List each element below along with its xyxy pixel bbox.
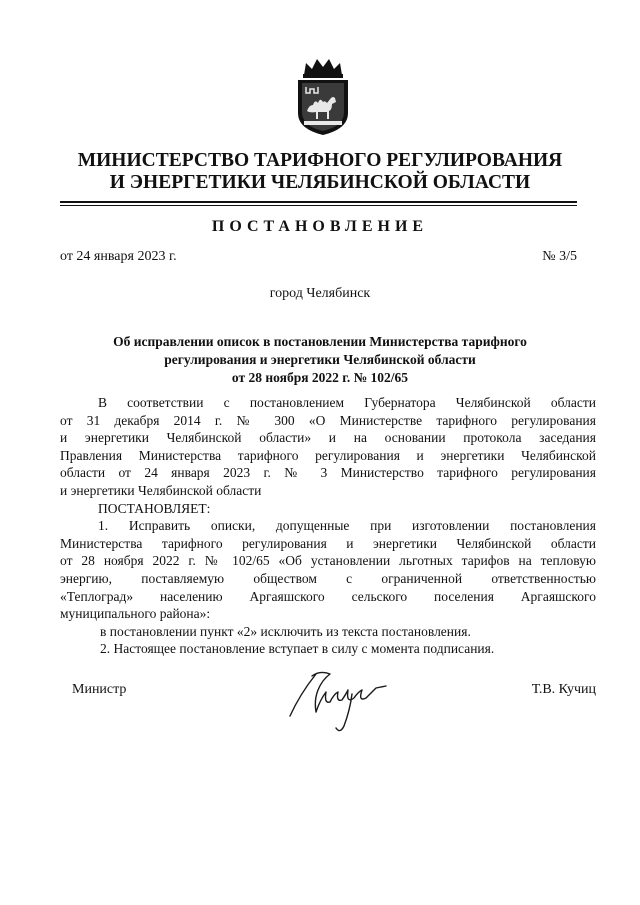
preamble-line: В соответствии с постановлением Губернатора Челябинской области	[98, 395, 596, 410]
resolves-heading: ПОСТАНОВЛЯЕТ:	[98, 500, 211, 516]
preamble-line: и энергетики Челябинской области» и на основании протокола заседания	[60, 430, 596, 446]
item1-sub-line: в постановлении пункт «2» исключить из текста постановления.	[100, 623, 471, 639]
signer-name: Т.В. Кучиц	[531, 682, 596, 697]
organization-name-line1: МИНИСТЕРСТВО ТАРИФНОГО РЕГУЛИРОВАНИЯ	[77, 150, 563, 171]
subject-line: Об исправлении описок в постановлении Министерства тарифного	[113, 334, 527, 349]
item2-line: 2. Настоящее постановление вступает в силу с момента подписания.	[100, 641, 495, 657]
header-rule-thick	[60, 201, 577, 203]
item1-line: энергию, поставляемую обществом с ограниченной ответственностью	[60, 570, 596, 586]
item1-line: от 28 ноября 2022 г. № 102/65 «Об установлении льготных тарифов на тепловую	[60, 553, 596, 569]
signer-position: Министр	[72, 682, 127, 697]
subject-line: от 28 ноября 2022 г. № 102/65	[231, 370, 409, 385]
preamble-line: от 31 декабря 2014 г. № 300 «О Министерстве тарифного регулирования	[60, 412, 596, 428]
item1-line: «Теплоград» населению Аргаяшского сельского поселения Аргаяшского	[60, 588, 596, 604]
preamble-line: области от 24 января 2023 г. № 3 Министерство тарифного регулирования	[60, 465, 596, 481]
document-type: ПОСТАНОВЛЕНИЕ	[211, 218, 429, 235]
header-rule-thin	[60, 205, 577, 206]
document-date: от 24 января 2023 г.	[60, 249, 177, 264]
document-number: № 3/5	[542, 249, 577, 264]
item1-line: 1. Исправить описки, допущенные при изготовлении постановления	[98, 518, 596, 534]
document-body	[60, 394, 596, 658]
preamble-line: Правления Министерства тарифного регулирования и энергетики Челябинской	[60, 447, 596, 463]
subject-line: регулирования и энергетики Челябинской области	[164, 352, 476, 367]
coat-of-arms-icon	[292, 55, 354, 137]
preamble-line: и энергетики Челябинской области	[60, 482, 262, 498]
document-subject	[60, 333, 580, 387]
organization-name	[40, 150, 600, 194]
item1-line: муниципального района»:	[60, 606, 211, 622]
document-city: город Челябинск	[269, 286, 371, 301]
handwritten-signature-icon	[278, 664, 403, 739]
organization-name-line2: И ЭНЕРГЕТИКИ ЧЕЛЯБИНСКОЙ ОБЛАСТИ	[109, 172, 531, 193]
signature-block	[72, 682, 596, 742]
item1-line: Министерства тарифного регулирования и энергетики Челябинской области	[60, 535, 596, 551]
